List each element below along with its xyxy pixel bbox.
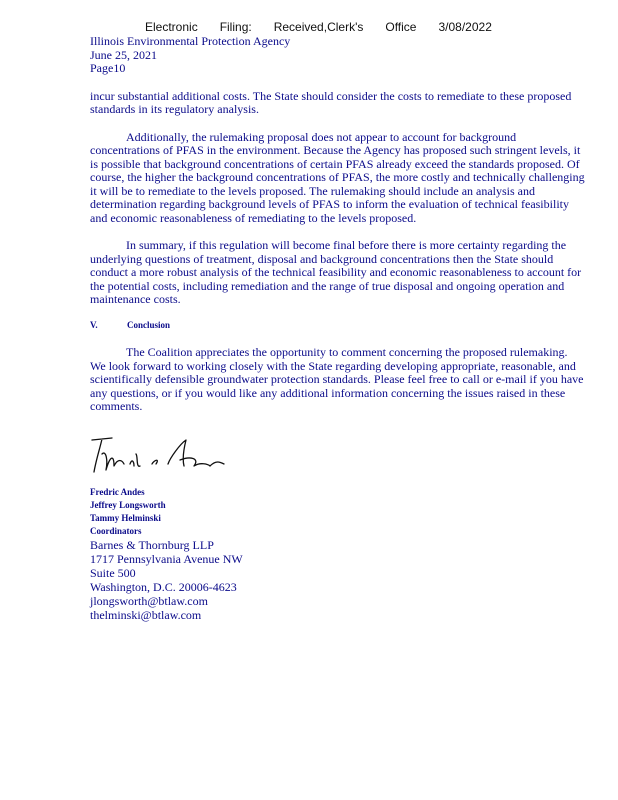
stamp-office: Office (385, 20, 417, 34)
body-paragraph-1: incur substantial additional costs. The State should consider the costs to remediate to these proposed standards in its regulatory analysis. (90, 88, 572, 116)
stamp-date: 3/08/2022 (438, 20, 492, 34)
email-link[interactable]: thelminski@btlaw.com (90, 607, 202, 622)
body-paragraph-4: The Coalition appreciates the opportunity to comment concerning the proposed rulemaking. We look forward to working closely with the State regarding developing appropriate, reasonable, and scientifically defensible groundwater protection standards. Please feel free to call or e-mail if you have any questions, or if you would like any additional information concerning the issues raised in these comments. (90, 345, 584, 413)
header-page: Page10 (90, 61, 126, 75)
stamp-electronic: Electronic (145, 20, 198, 34)
section-number: V. (90, 319, 98, 330)
header-date: June 25, 2021 (90, 47, 157, 62)
signatory-address (90, 538, 585, 622)
section-heading (90, 319, 585, 333)
letter-page (90, 35, 585, 622)
letter-header (90, 35, 585, 76)
signatory-name: Jeffrey Longsworth (90, 499, 166, 510)
address-line: 1717 Pennsylvania Avenue NW (90, 551, 243, 566)
signatory-name: Tammy Helminski (90, 512, 161, 523)
signature-drawing (90, 434, 240, 478)
filing-stamp (145, 20, 514, 34)
email-link[interactable]: jlongsworth@btlaw.com (90, 593, 208, 608)
body-paragraph-2: Additionally, the rulemaking proposal does not appear to account for background concentrations of PFAS in the environment. Because the Agency has proposed such stringent levels, it is possible that background concentrations of certain PFAS already exceed the standards proposed. Of course, the higher the background concentrations of PFAS, the more costly and technically challenging it will be to remediate to the levels proposed. The rulemaking should include an analysis and determination regarding background levels of PFAS to inform the evaluation of technical feasibility and economic reasonableness of remediating to the levels proposed. (90, 129, 585, 225)
handwritten-signature (90, 434, 240, 478)
signatory-name: Fredric Andes (90, 486, 145, 497)
body-paragraph-3: In summary, if this regulation will become final before there is more certainty regarding the underlying questions of treatment, disposal and background concentrations then the State should conduct a more robust analysis of the technical feasibility and economic reasonableness to account for the potential costs, including remediation and the range of true disposal and ongoing operation and maintenance costs. (90, 238, 582, 306)
section-title: Conclusion (127, 319, 171, 330)
signatory-names (90, 486, 585, 538)
stamp-received: Received,Clerk's (273, 20, 364, 34)
header-agency: Illinois Environmental Protection Agency (90, 34, 291, 48)
signatory-role: Coordinators (90, 525, 142, 536)
address-line: Suite 500 (90, 565, 136, 580)
address-line: Washington, D.C. 20006-4623 (90, 579, 237, 594)
stamp-filing: Filing: (219, 20, 252, 34)
address-line: Barnes & Thornburg LLP (90, 537, 214, 552)
